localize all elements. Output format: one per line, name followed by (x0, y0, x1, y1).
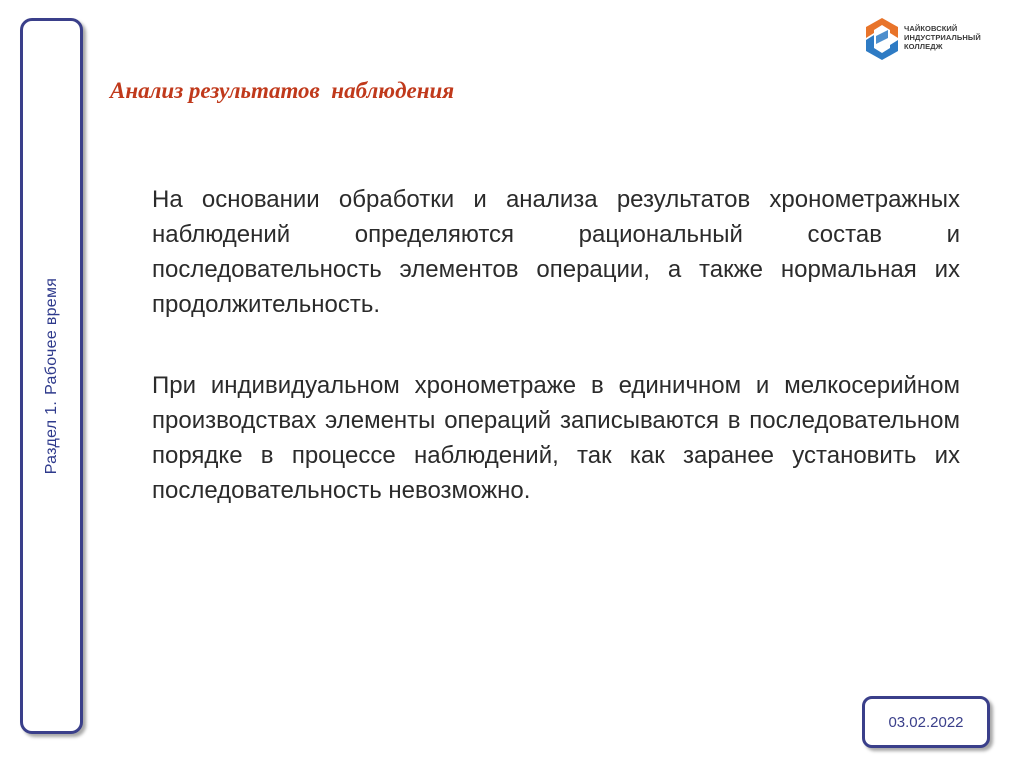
slide-title: Анализ результатов наблюдения (110, 78, 455, 103)
slide-date: 03.02.2022 (862, 696, 990, 748)
college-name: ЧАЙКОВСКИЙ ИНДУСТРИАЛЬНЫЙ КОЛЛЕДЖ (904, 24, 981, 51)
section-sidebar (20, 18, 83, 734)
college-emblem-icon (862, 16, 902, 62)
paragraph-analysis: На основании обработки и анализа результатов хронометражных наблюдений определяются рациональный состав и последовательность элементов операции, а также нормальная их продолжительность. (152, 186, 960, 318)
college-logo (862, 16, 992, 64)
section-number: Раздел 1. (42, 400, 60, 475)
section-label (43, 278, 61, 475)
section-topic: Рабочее время (42, 277, 60, 395)
paragraph-individual-timing: При индивидуальном хронометраже в единичном и мелкосерийном производствах элементы операций записываются в последовательном порядке в процессе наблюдений, так как заранее установить их последовательность невозможно. (152, 372, 960, 504)
